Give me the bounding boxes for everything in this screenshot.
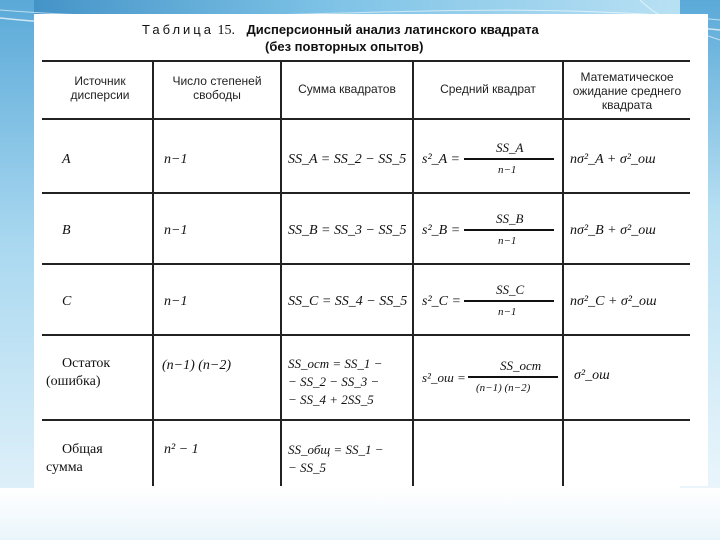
table-rule: [42, 60, 690, 62]
row-a-ms-numerator: SS_A: [496, 140, 524, 155]
table-title: [142, 22, 702, 55]
slide-bottom-band: [0, 488, 720, 540]
header-ss: Сумма квадратов: [298, 82, 396, 96]
row-c-df: n−1: [164, 294, 188, 309]
row-b-source: B: [62, 223, 71, 238]
row-c-expectation: nσ²_C + σ²_ош: [570, 294, 657, 309]
row-total-ss-line2: − SS_5: [288, 460, 327, 475]
table-caption: Таблица: [142, 22, 214, 37]
row-residual-ms-numerator: SS_ост: [500, 358, 542, 373]
column-divider: [412, 60, 414, 486]
row-total-source-line2: сумма: [46, 460, 83, 475]
row-b-ss: SS_B = SS_3 − SS_5: [288, 223, 407, 238]
row-residual-df: (n−1) (n−2): [162, 358, 232, 373]
row-c-source: C: [62, 294, 72, 309]
row-residual-source-line2: (ошибка): [46, 374, 101, 389]
column-divider: [562, 60, 564, 486]
row-a-ms-denominator: n−1: [498, 164, 517, 176]
table-subtitle: (без повторных опытов): [265, 39, 424, 54]
row-c-ms-numerator: SS_C: [496, 282, 525, 297]
row-a-ss: SS_A = SS_2 − SS_5: [288, 152, 407, 167]
row-b-ms-denominator: n−1: [498, 235, 517, 247]
row-a-source: A: [62, 152, 71, 167]
fraction-bar: [464, 300, 554, 302]
row-b-expectation: nσ²_B + σ²_ош: [570, 223, 656, 238]
header-ms: Средний квадрат: [440, 82, 536, 96]
row-c-ss: SS_C = SS_4 − SS_5: [288, 294, 408, 309]
row-b-ms-numerator: SS_B: [496, 211, 524, 226]
row-total-ss-line1: SS_общ = SS_1 −: [288, 442, 384, 457]
row-total-df: n² − 1: [164, 442, 199, 457]
row-residual-ss-line3: − SS_4 + 2SS_5: [288, 392, 374, 407]
column-divider: [152, 60, 154, 486]
table-rule: [42, 192, 690, 194]
table-title-main: Дисперсионный анализ латинского квадрата: [246, 22, 539, 37]
row-total-source-line1: Общая: [62, 442, 103, 457]
header-df: Число степеней свободы: [172, 74, 262, 102]
row-b-df: n−1: [164, 223, 188, 238]
row-c-ms-lhs: s²_C =: [422, 294, 461, 309]
fraction-bar: [464, 158, 554, 160]
row-residual-ms-denominator: (n−1) (n−2): [476, 382, 531, 394]
table-rule: [42, 118, 690, 120]
row-residual-ss-line1: SS_ост = SS_1 −: [288, 356, 383, 371]
table-rule: [42, 334, 690, 336]
row-residual-ss-line2: − SS_2 − SS_3 −: [288, 374, 380, 389]
scanned-table-page: [34, 14, 708, 486]
header-source: Источник дисперсии: [70, 74, 130, 102]
row-a-ms-lhs: s²_A =: [422, 152, 460, 167]
row-residual-source-line1: Остаток: [62, 356, 111, 371]
header-expectation: Математическое ожидание среднего квадрата: [572, 70, 682, 112]
row-b-ms-lhs: s²_B =: [422, 223, 461, 238]
row-a-expectation: nσ²_A + σ²_ош: [570, 152, 656, 167]
fraction-bar: [468, 376, 558, 378]
table-number: 15.: [217, 23, 235, 38]
anova-table: [34, 58, 708, 486]
row-c-ms-denominator: n−1: [498, 306, 517, 318]
column-divider: [280, 60, 282, 486]
row-a-df: n−1: [164, 152, 188, 167]
slide-left-band: [0, 0, 34, 540]
table-rule: [42, 419, 690, 421]
fraction-bar: [464, 229, 554, 231]
row-residual-ms-lhs: s²_ош =: [422, 370, 466, 385]
table-rule: [42, 263, 690, 265]
row-residual-expectation: σ²_ош: [574, 368, 610, 383]
